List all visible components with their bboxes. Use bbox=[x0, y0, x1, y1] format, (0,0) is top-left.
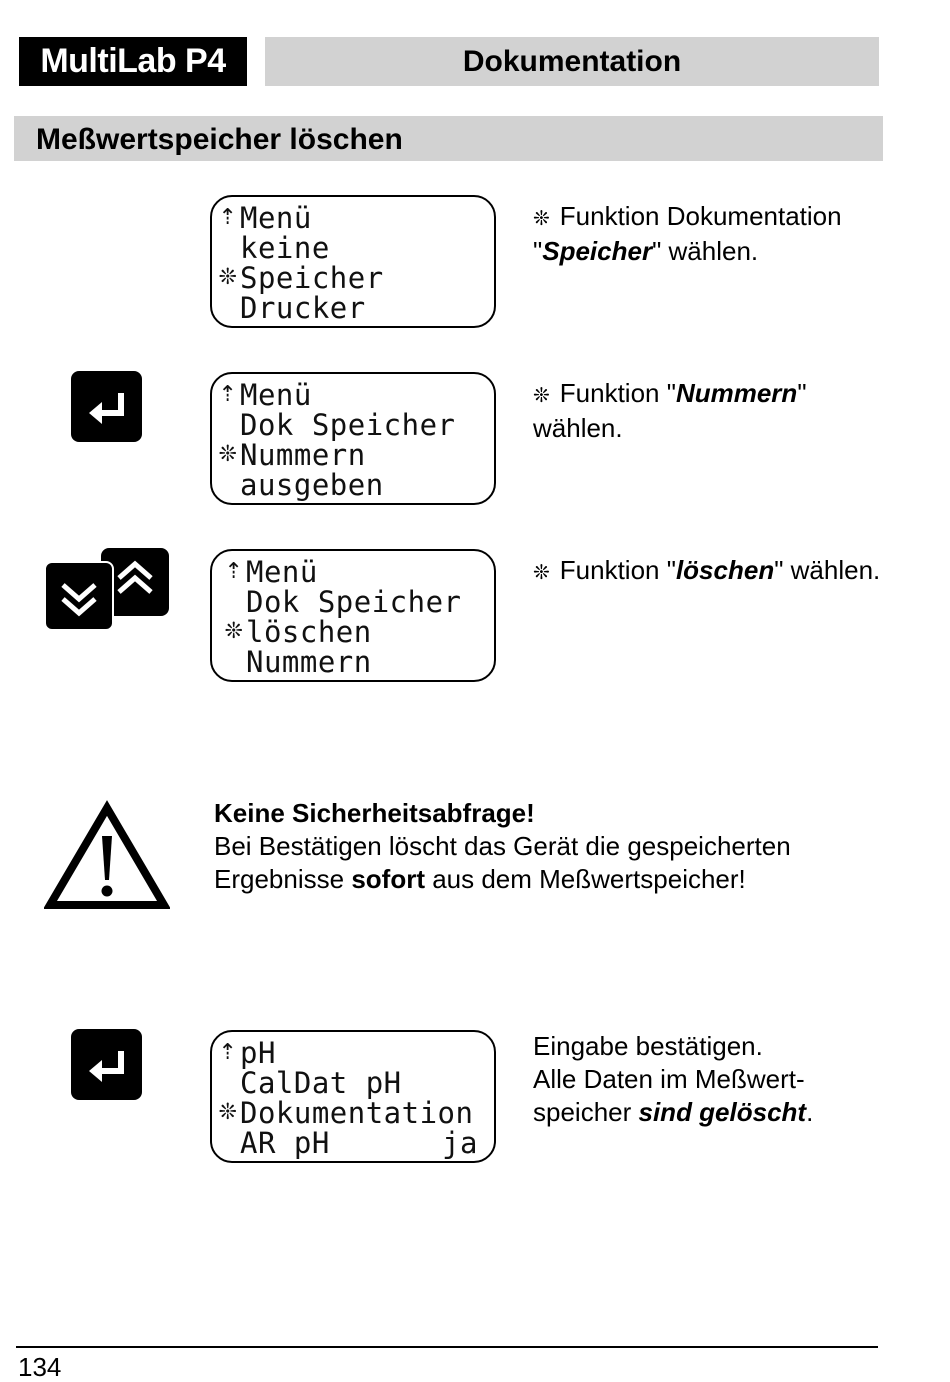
section-heading-bar bbox=[14, 116, 883, 161]
footer-divider bbox=[16, 1346, 878, 1348]
lcd-value: ja bbox=[442, 1126, 478, 1160]
lcd-line: Drucker bbox=[240, 291, 366, 325]
selector-icon: ❊ bbox=[533, 383, 550, 407]
brand-logo: MultiLab P4 bbox=[19, 37, 247, 86]
lcd-line: ⇡Menü bbox=[216, 380, 312, 410]
lcd-display-1 bbox=[210, 195, 496, 328]
section-tab-title: Dokumentation bbox=[265, 37, 879, 86]
step-description-4: Eingabe bestätigen. Alle Daten im Meßwert- speicher sind gelöscht. bbox=[533, 1031, 814, 1127]
lcd-line: Dok Speicher bbox=[240, 408, 456, 442]
lcd-line: Dok Speicher bbox=[246, 585, 462, 619]
lcd-line: keine bbox=[240, 231, 330, 265]
selector-icon: ❊ bbox=[533, 206, 550, 230]
lcd-line: AR pH ja bbox=[240, 1126, 478, 1160]
lcd-line-selected: ❊Dokumentation bbox=[216, 1098, 473, 1128]
up-arrow-icon: ⇡ bbox=[218, 1040, 238, 1065]
lcd-line: ⇡Menü bbox=[216, 203, 312, 233]
selector-icon: ❊ bbox=[218, 265, 238, 290]
warning-triangle-icon bbox=[44, 800, 170, 917]
lcd-display-4 bbox=[210, 1030, 496, 1163]
lcd-line: Nummern bbox=[246, 645, 372, 679]
up-arrow-icon: ⇡ bbox=[218, 382, 238, 407]
page-title: Meßwertspeicher löschen bbox=[36, 123, 403, 156]
lcd-line-selected: ❊löschen bbox=[222, 617, 372, 647]
up-arrow-icon: ⇡ bbox=[224, 559, 244, 584]
warning-title: Keine Sicherheitsabfrage! bbox=[214, 798, 535, 828]
up-arrow-icon: ⇡ bbox=[218, 205, 238, 230]
lcd-line: ausgeben bbox=[240, 468, 384, 502]
lcd-display-2 bbox=[210, 372, 496, 505]
step-description-2: ❊ Funktion "Nummern" wählen. bbox=[533, 378, 807, 443]
lcd-line: CalDat pH bbox=[240, 1066, 402, 1100]
page-number: 134 bbox=[18, 1352, 62, 1382]
selector-icon: ❊ bbox=[218, 1100, 238, 1125]
lcd-line-selected: ❊Speicher bbox=[216, 263, 384, 293]
lcd-line-selected: ❊Nummern bbox=[216, 440, 366, 470]
selector-icon: ❊ bbox=[218, 442, 238, 467]
scroll-down-key-icon bbox=[44, 561, 114, 631]
lcd-line: ⇡pH bbox=[216, 1038, 276, 1068]
lcd-display-3 bbox=[210, 549, 496, 682]
step-description-1: ❊ Funktion Dokumentation "Speicher" wählen. bbox=[533, 201, 842, 266]
lcd-line: ⇡Menü bbox=[222, 557, 318, 587]
selector-icon: ❊ bbox=[533, 560, 550, 584]
selector-icon: ❊ bbox=[224, 619, 244, 644]
enter-key-icon bbox=[71, 371, 142, 442]
enter-key-icon bbox=[71, 1029, 142, 1100]
step-description-3: ❊ Funktion "löschen" wählen. bbox=[533, 555, 881, 585]
warning-note: Keine Sicherheitsabfrage! Bei Bestätigen löscht das Gerät die gespeicherten Ergebnisse sofort aus dem Meßwertspeicher! bbox=[214, 798, 791, 894]
